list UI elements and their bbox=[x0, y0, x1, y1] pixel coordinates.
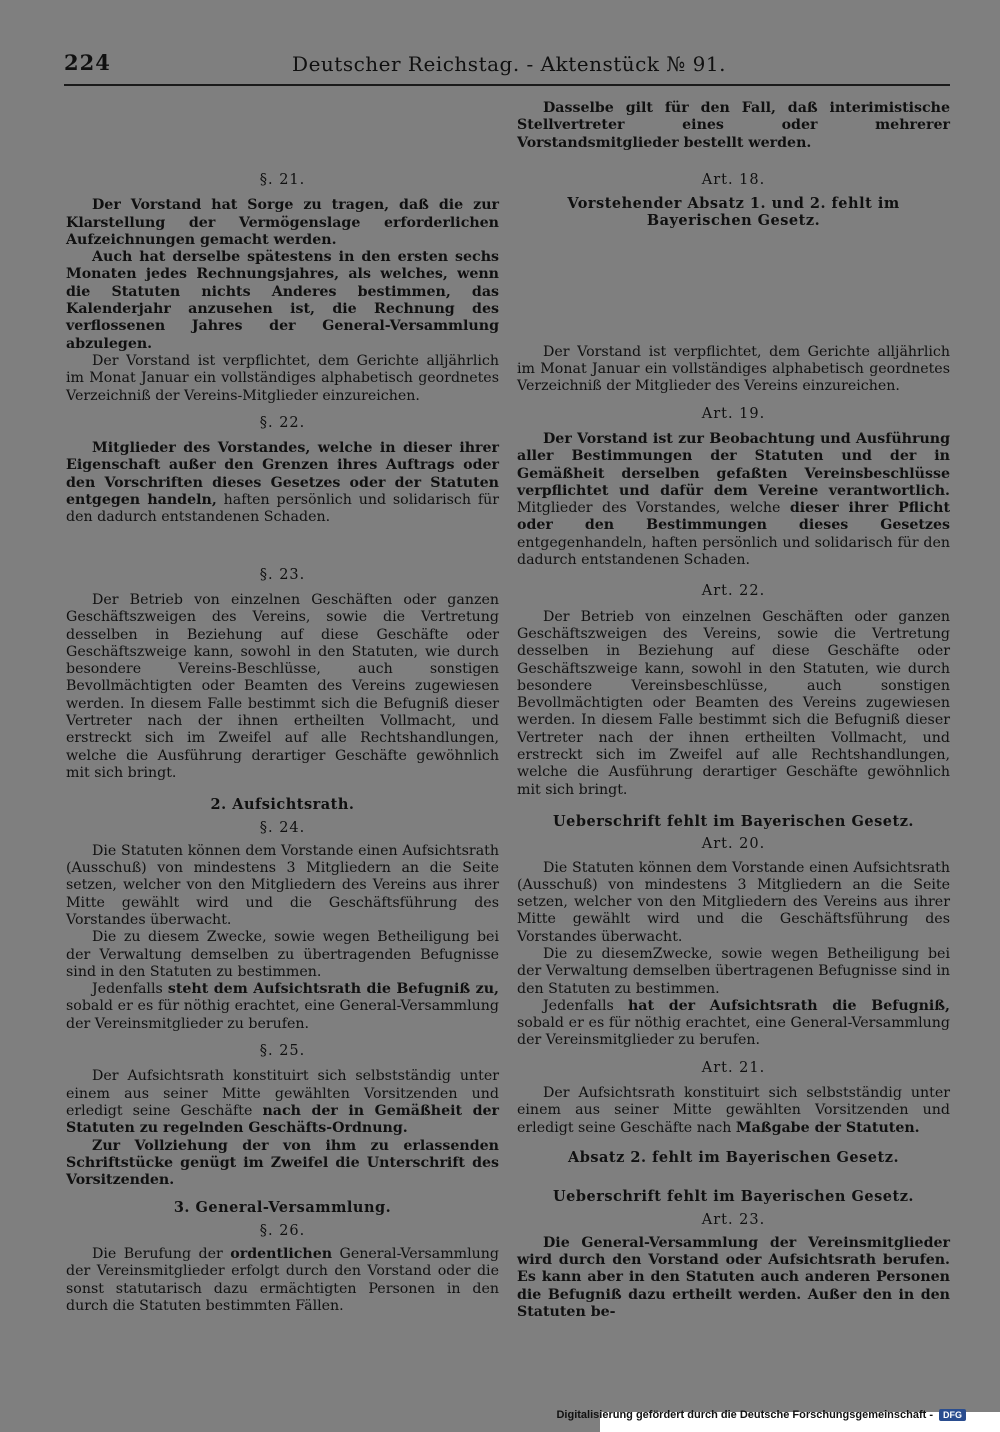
note-article-18: Vorstehender Absatz 1. und 2. fehlt im Bayerischen Gesetz. bbox=[567, 195, 900, 230]
paragraph-art-20-2: Die zu diesemZwecke, sowie wegen Betheiligung bei der Verwaltung demselben übertragenen Befugnisse sind in den Statuten zu bestimmen. bbox=[517, 945, 950, 997]
paragraph-art-20-3 bbox=[517, 998, 950, 1050]
paragraph-art-18: Der Vorstand ist verpflichtet, dem Gerichte alljährlich im Monat Januar ein vollständiges alphabetisch geordnetes Verzeichniß der Mitglieder des Vereins einzureichen. bbox=[517, 343, 950, 395]
paragraph-22-bold: Mitglieder des Vorstandes, welche in dieser ihrer Eigenschaft außer den Grenzen ihres Auftrags oder den Vorschriften dieses Gesetzes oder der Statuten entgegen handeln, bbox=[66, 440, 499, 509]
paragraph-22 bbox=[66, 440, 499, 526]
note-article-21: Absatz 2. fehlt im Bayerischen Gesetz. bbox=[567, 1148, 900, 1166]
paragraph-art-23: Die General-Versammlung der Vereinsmitglieder wird durch den Vorstand oder Aufsichtsrath berufen. Es kann aber in den Statuten auch anderen Personen die Befugniß dazu ertheilt werden. Außer den in den Statuten be- bbox=[517, 1234, 950, 1321]
section-heading-21: §. 21. bbox=[259, 172, 306, 188]
paragraph-22-rest: haften persönlich und solidarisch für den dadurch entstandenen Schaden. bbox=[66, 492, 499, 526]
section-title-general-versammlung: 3. General-Versammlung. bbox=[173, 1199, 392, 1217]
paragraph-26a: Die Berufung der bbox=[92, 1246, 223, 1263]
article-heading-18: Art. 18. bbox=[701, 171, 766, 188]
section-heading-26: §. 26. bbox=[259, 1222, 306, 1239]
paragraph-21-1: Der Vorstand hat Sorge zu tragen, daß die zur Klarstellung der Vermögenslage erforderlichen Aufzeichnungen gemacht werden. bbox=[66, 197, 499, 248]
paragraph-24-3a: Jedenfalls bbox=[92, 981, 163, 998]
paragraph-21-3: Der Vorstand ist verpflichtet, dem Gerichte alljährlich im Monat Januar ein vollständiges alphabetisch geordnetes Verzeichniß der Vereins-Mitglieder einzureichen. bbox=[66, 352, 499, 404]
article-heading-21: Art. 21. bbox=[701, 1059, 766, 1076]
article-heading-20: Art. 20. bbox=[701, 836, 766, 853]
paragraph-21-2: Auch hat derselbe spätestens in den ersten sechs Monaten jedes Rechnungsjahres, als welches, wenn die Statuten nichts Anderes bestimmen, das Kalenderjahr anzusehen ist, die Rechnung des verflossenen Jahres der General-Versammlung abzulegen. bbox=[66, 249, 499, 352]
paragraph-art-19-bold2: dieser ihrer Pflicht oder den Bestimmungen dieses Gesetzes bbox=[517, 500, 950, 534]
paragraph-25-2: Zur Vollziehung der von ihm zu erlassenden Schriftstücke genügt im Zweifel die Unterschrift des Vorsitzenden. bbox=[66, 1137, 499, 1189]
paragraph-25-1a: Der Aufsichtsrath konstituirt sich selbstständig unter einem aus seiner Mitte gewählten Vorsitzenden und erledigt seine Geschäfte bbox=[66, 1068, 499, 1119]
section-heading-23: §. 23. bbox=[259, 566, 306, 583]
paragraph-art-22: Der Betrieb von einzelnen Geschäften oder ganzen Geschäftszweigen des Vereins, sowie die Vertretung desselben in Beziehung auf diese Geschäfte oder Geschäftszweige kann, sowohl in den Statuten, wie durch besondere Vereinsbeschlüsse, auch sonstigen Bevollmächtigten oder Beamten des Vereins zugewiesen werden. In diesem Falle bestimmt sich die Befugniß dieser Vertreter nach der ihnen ertheilten Vollmacht, und erstreckt sich im Zweifel auf alle Rechtshandlungen, welche die Ausführung derartiger Geschäfte gewöhnlich mit sich bringt. bbox=[517, 608, 950, 798]
paragraph-art-20-3a: Jedenfalls bbox=[543, 997, 614, 1014]
section-title-aufsichtsrath: 2. Aufsichtsrath. bbox=[210, 796, 355, 814]
paragraph-art-21a: Der Aufsichtsrath konstituirt sich selbstständig unter einem aus seiner Mitte gewählten Vorsitzenden und erledigt seine Geschäfte nach bbox=[517, 1085, 950, 1136]
paragraph-art-19-rest2: entgegenhandeln, haften persönlich und solidarisch für den dadurch entstandenen Schaden. bbox=[517, 534, 950, 569]
article-heading-19: Art. 19. bbox=[701, 405, 766, 422]
paragraph-top: Dasselbe gilt für den Fall, daß interimistische Stellvertreter eines oder mehrerer Vorstandsmitglieder bestellt werden. bbox=[517, 100, 950, 151]
article-heading-23: Art. 23. bbox=[701, 1211, 766, 1228]
paragraph-23: Der Betrieb von einzelnen Geschäften oder ganzen Geschäftszweigen des Vereins, sowie die Vertretung desselben in Beziehung auf diese Geschäfte oder Geschäftszweige kann, sowohl in den Statuten, wie durch besondere Vereins-Beschlüsse, auch sonstigen Bevollmächtigten oder Beamten des Vereins zugewiesen werden. In diesem Falle bestimmt sich die Befugniß dieser Vertreter nach der ihnen ertheilten Vollmacht, und erstreckt sich im Zweifel auf alle Rechtshandlungen, welche die Ausführung derartiger Geschäfte gewöhnlich mit sich bringt. bbox=[66, 591, 499, 781]
dfg-logo: DFG bbox=[939, 1409, 966, 1421]
paragraph-25-1b: nach der in Gemäßheit der Statuten zu regelnden Geschäfts-Ordnung. bbox=[66, 1102, 499, 1137]
footer bbox=[556, 1406, 966, 1424]
footer-credit: Digitalisierung gefördert durch die Deutsche Forschungsgemeinschaft - bbox=[556, 1409, 933, 1421]
paragraph-24-3 bbox=[66, 981, 499, 1033]
right-column bbox=[517, 100, 950, 1390]
paragraph-26c: General-Versammlung der Vereinsmitglieder erfolgt durch den Vorstand oder die sonst statutarisch dazu ermächtigten Personen in den durch die Statuten bestimmten Fällen. bbox=[66, 1246, 500, 1314]
paragraph-24-3c: sobald er es für nöthig erachtet, eine General-Versammlung der Vereinsmitglieder zu berufen. bbox=[66, 998, 499, 1032]
paragraph-art-19 bbox=[517, 431, 950, 569]
paragraph-24-2: Die zu diesem Zwecke, sowie wegen Betheiligung bei der Verwaltung demselben zu übertragenden Befugnisse sind in den Statuten zu bestimmen. bbox=[66, 929, 499, 980]
section-heading-24: §. 24. bbox=[259, 819, 306, 836]
paragraph-art-19-rest1: Mitglieder des Vorstandes, welche bbox=[517, 500, 781, 517]
paragraph-art-21b: Maßgabe der Statuten. bbox=[735, 1119, 920, 1136]
left-column bbox=[66, 100, 499, 1390]
paragraph-26 bbox=[66, 1246, 499, 1315]
paragraph-art-20-1: Die Statuten können dem Vorstande einen Aufsichtsrath (Ausschuß) von mindestens 3 Mitgliedern an die Seite setzen, welcher von den Mitgliedern des Vereins aus ihrer Mitte gewählt wird und die Geschäftsführung des Vorstandes überwacht. bbox=[517, 859, 950, 945]
section-heading-25: §. 25. bbox=[259, 1043, 306, 1060]
header-rule bbox=[64, 84, 950, 86]
article-heading-22: Art. 22. bbox=[701, 583, 766, 600]
paragraph-24-1: Die Statuten können dem Vorstande einen Aufsichtsrath (Ausschuß) von mindestens 3 Mitgliedern an die Seite setzen, welcher von den Mitgliedern des Vereins aus ihrer Mitte gewählt wird und die Geschäftsführung des Vorstandes überwacht. bbox=[66, 842, 499, 928]
page-number: 224 bbox=[64, 50, 111, 75]
paragraph-art-20-3c: sobald er es für nöthig erachtet, eine General-Versammlung der Vereinsmitglieder zu berufen. bbox=[517, 1015, 950, 1049]
page-header bbox=[64, 50, 954, 82]
paragraph-26b: ordentlichen bbox=[230, 1246, 333, 1263]
note-ueberschrift-1: Ueberschrift fehlt im Bayerischen Gesetz. bbox=[553, 812, 914, 830]
paragraph-25-1 bbox=[66, 1068, 499, 1137]
paragraph-art-19-bold: Der Vorstand ist zur Beobachtung und Ausführung aller Bestimmungen der Statuten und der in Gemäßheit derselben gefaßten Vereinsbeschlüsse verpflichtet und dafür dem Vereine verantwortlich. bbox=[517, 430, 950, 499]
paragraph-art-21 bbox=[517, 1085, 950, 1137]
note-ueberschrift-2: Ueberschrift fehlt im Bayerischen Gesetz. bbox=[553, 1188, 914, 1206]
paragraph-24-3b: steht dem Aufsichtsrath die Befugniß zu, bbox=[167, 981, 499, 998]
section-heading-22: §. 22. bbox=[259, 414, 306, 431]
paragraph-art-20-3b: hat der Aufsichtsrath die Befugniß, bbox=[627, 997, 950, 1014]
running-title: Deutscher Reichstag. - Aktenstück № 91. bbox=[292, 52, 726, 76]
